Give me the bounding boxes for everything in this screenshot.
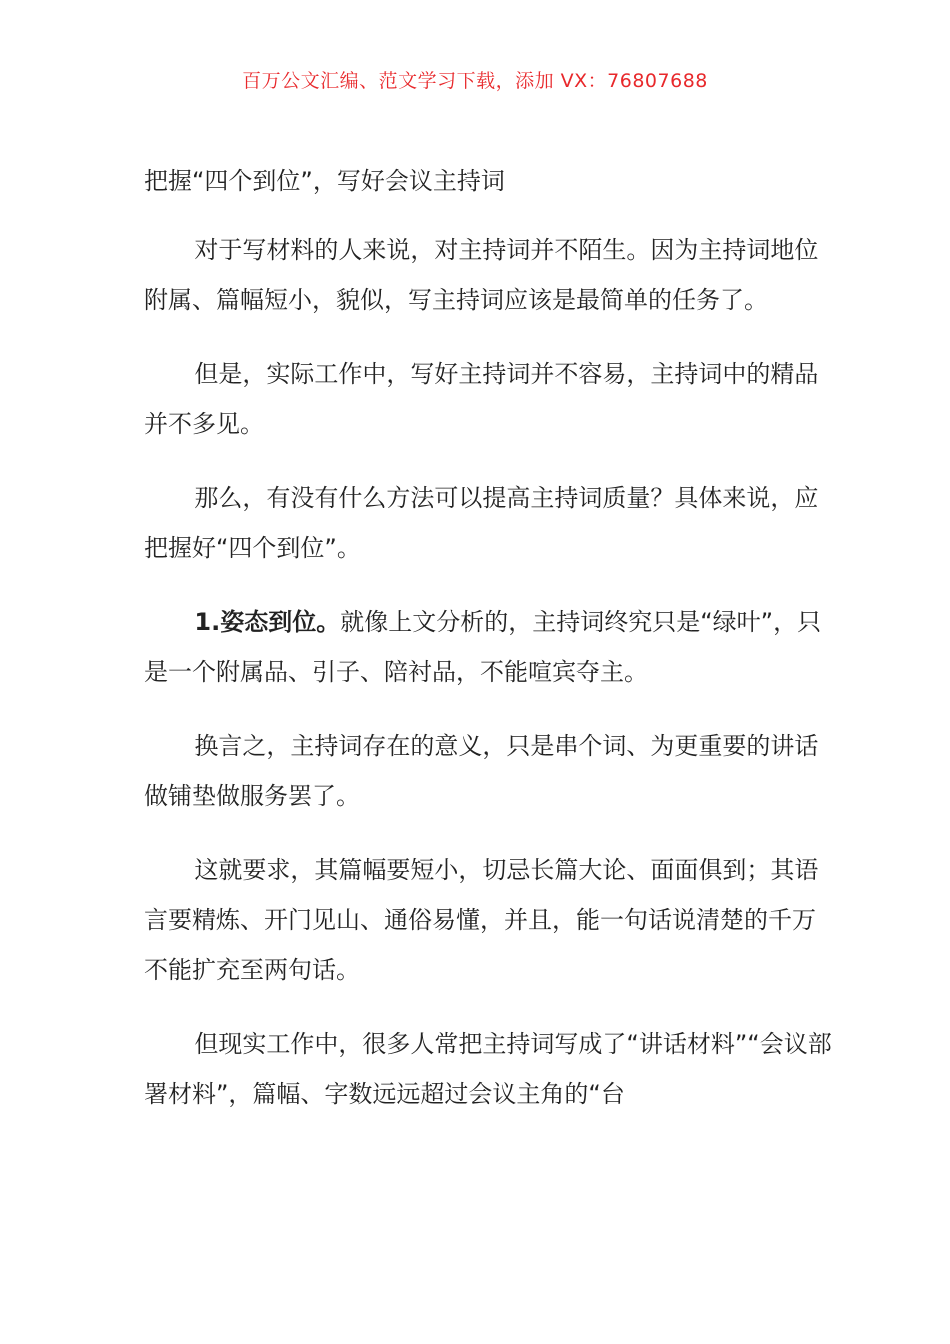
paragraph-text: 那么，有没有什么方法可以提高主持词质量？具体来说，应把握好“四个到位”。 [144,484,819,562]
paragraph [144,845,834,995]
paragraph [144,1019,834,1119]
paragraph-text: 但现实工作中，很多人常把主持词写成了“讲话材料”“会议部署材料”，篇幅、字数远远超过会议主角的“台 [144,1030,832,1108]
paragraph-text: 就像上文分析的，主持词终究只是“绿叶”，只是一个附属品、引子、陪衬品，不能喧宾夺主。 [144,608,822,686]
paragraph [144,349,834,449]
paragraph [144,473,834,573]
paragraph-text: 但是，实际工作中，写好主持词并不容易，主持词中的精品并不多见。 [144,360,819,438]
watermark-header: 百万公文汇编、范文学习下载，添加 VX：76807688 [242,70,708,92]
paragraph-text: 对于写材料的人来说，对主持词并不陌生。因为主持词地位附属、篇幅短小，貌似，写主持词应该是最简单的任务了。 [144,236,819,314]
document-body [144,160,834,1143]
document-title: 把握“四个到位”，写好会议主持词 [144,167,505,195]
paragraph-text: 这就要求，其篇幅要短小，切忌长篇大论、面面俱到；其语言要精炼、开门见山、通俗易懂，并且，能一句话说清楚的千万不能扩充至两句话。 [144,856,819,984]
paragraph-text: 换言之，主持词存在的意义，只是串个词、为更重要的讲话做铺垫做服务罢了。 [144,732,819,810]
section-heading: 1.姿态到位。 [194,608,341,636]
paragraph [144,597,834,697]
paragraph [144,225,834,325]
paragraph [144,721,834,821]
